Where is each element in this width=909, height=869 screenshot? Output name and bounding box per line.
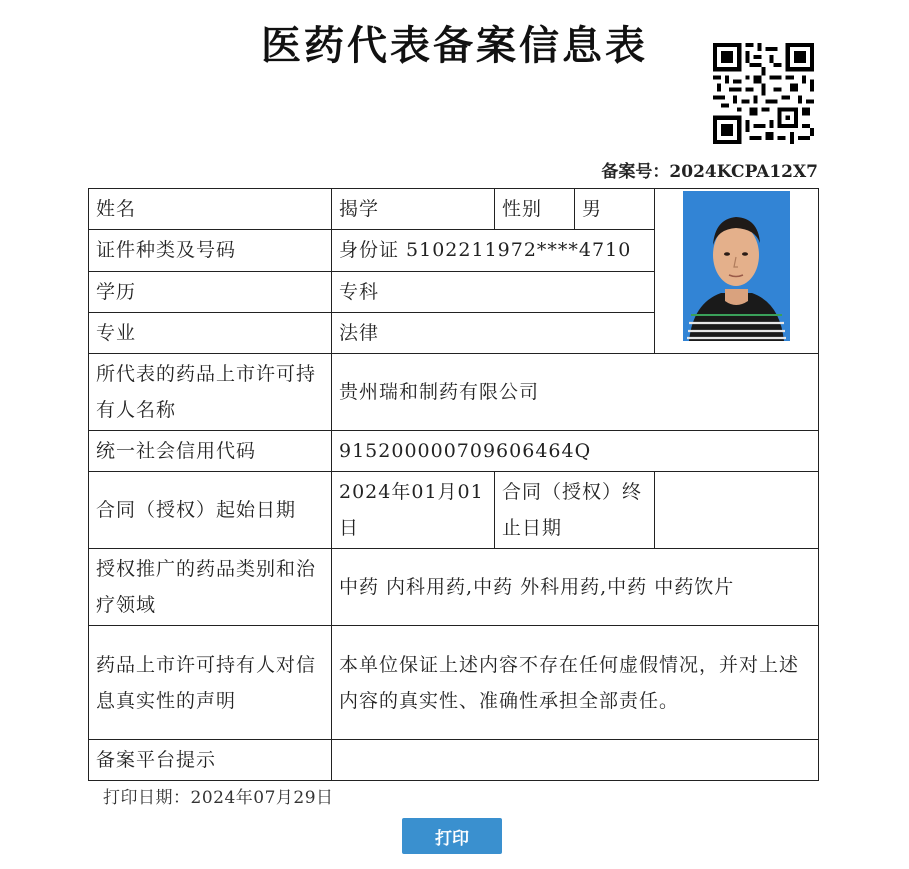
photo-cell [655,189,819,354]
holder-value: 贵州瑞和制药有限公司 [332,354,819,431]
record-number [601,157,818,182]
record-number-label: 备案号： [601,162,670,182]
statement-value: 本单位保证上述内容不存在任何虚假情况，并对上述内容的真实性、准确性承担全部责任。 [332,626,819,740]
name-value: 揭学 [332,189,495,230]
education-label: 学历 [89,271,332,312]
id-value: 身份证 5102211972****4710 [332,230,655,271]
scope-value: 中药 内科用药,中药 外科用药,中药 中药饮片 [332,549,819,626]
print-date [103,783,334,808]
person-photo [683,191,790,341]
print-date-value: 2024年07月29日 [190,788,334,808]
qr-code-icon [713,43,814,144]
record-number-value: 2024KCPA12X7 [669,162,818,182]
credit-code-value: 915200000709606464Q [332,431,819,472]
major-label: 专业 [89,312,332,353]
info-table [88,188,819,781]
scope-label: 授权推广的药品类别和治疗领域 [89,549,332,626]
platform-tip-value [332,740,819,781]
print-date-label: 打印日期： [103,788,191,808]
id-label: 证件种类及号码 [89,230,332,271]
statement-label: 药品上市许可持有人对信息真实性的声明 [89,626,332,740]
major-value: 法律 [332,312,655,353]
credit-code-label: 统一社会信用代码 [89,431,332,472]
contract-end-label: 合同（授权）终止日期 [495,472,655,549]
gender-label: 性别 [495,189,575,230]
contract-end-value [655,472,819,549]
gender-value: 男 [575,189,655,230]
name-label: 姓名 [89,189,332,230]
print-button[interactable]: 打印 [402,818,502,854]
contract-start-label: 合同（授权）起始日期 [89,472,332,549]
platform-tip-label: 备案平台提示 [89,740,332,781]
contract-start-value: 2024年01月01日 [332,472,495,549]
holder-label: 所代表的药品上市许可持有人名称 [89,354,332,431]
page-title: 医药代表备案信息表 [261,22,648,69]
education-value: 专科 [332,271,655,312]
